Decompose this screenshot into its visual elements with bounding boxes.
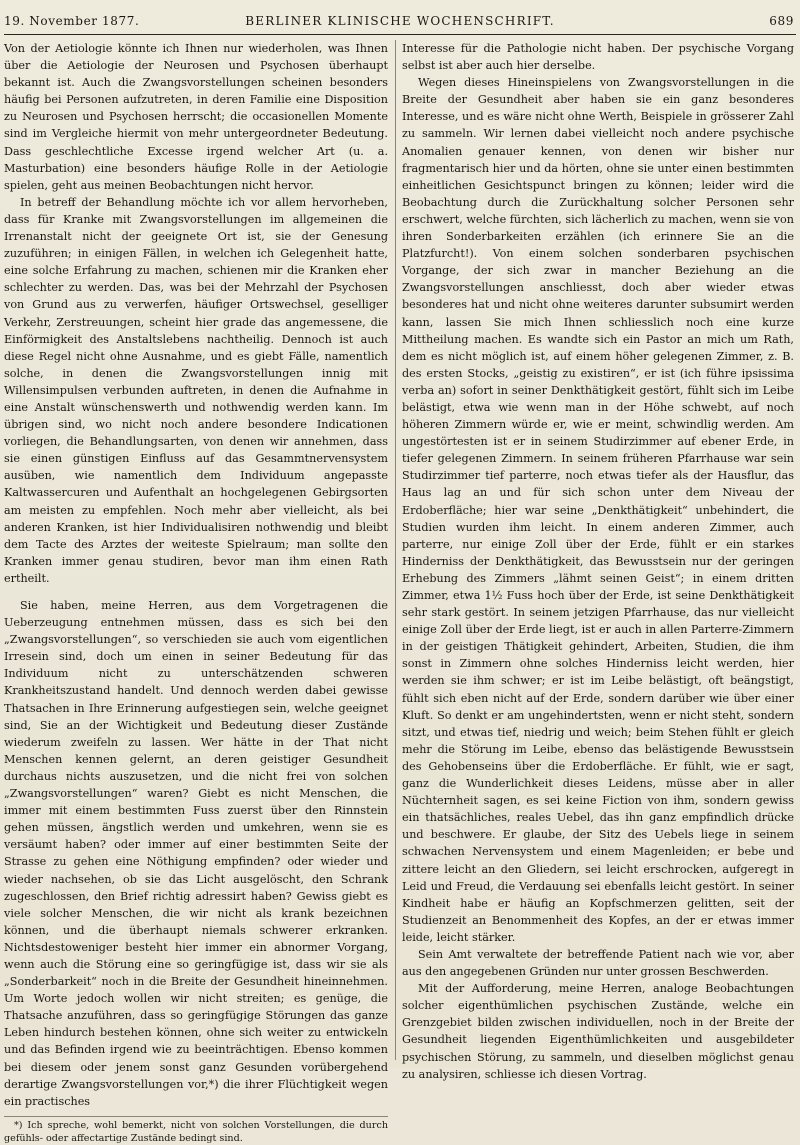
paragraph-conclusion: Sie haben, meine Herren, aus dem Vorgetragenen die Ueberzeugung entnehmen müssen, dass es sich bei den „Zwangsvorstellungen“, so verschieden sie auch vom eigentlichen Irresein sind, doch um einen in seiner Bedeutung für das Individuum nicht zu unterschätzenden schweren Krankheitszustand handelt. Und dennoch werden dabei gewisse Thatsachen in Ihre Erinnerung aufgestiegen sein, welche geeignet sind, Sie an der Wichtigkeit und Bedeutung dieser Zustände wiederum zweifeln zu lassen. Wer hätte in der That nicht Menschen kennen gelernt, an deren geistiger Gesundheit durchaus nichts auszusetzen, und die nicht frei von solchen „Zwangsvorstellungen“ waren? Giebt es nicht Menschen, die immer mit einem bestimmten Fuss zuerst über den Rinnstein gehen müssen, ängstlich werden und umkehren, wenn sie es versäumt haben? oder immer auf einer bestimmten Seite der Strasse zu gehen eine Nöthigung empfinden? oder wieder und wieder nachsehen, ob sie das Licht ausgelöscht, den Schrank zugeschlossen, den Brief richtig adressirt haben? Gewiss giebt es viele solcher Menschen, die wir nicht als krank bezeichnen können, und die überhaupt niemals schwerer erkranken. Nichtsdestoweniger besteht hier immer ein abnormer Vorgang, wenn auch die Störung eine so geringfügige ist, dass wir sie als „Sonderbarkeit“ noch in die Breite der Gesundheit hineinnehmen. Um Worte jedoch wollen wir nicht streiten; es genüge, die Thatsache anzuführen, dass so geringfügige Störungen das ganze Leben hindurch bestehen können, ohne sich weiter zu entwickeln und das Befinden irgend wie zu beeinträchtigen. Ebenso kommen bei diesem oder jenem sonst ganz Gesunden vorübergehend derartige Zwangsvorstellungen vor,*) die ihrer Flüchtigkeit wegen ein practisches — [4, 599, 388, 1108]
right-column — [402, 40, 794, 1081]
paragraph-patient-office: Sein Amt verwaltete der betreffende Patient nach wie vor, aber aus den angegebenen Gründen nur unter grossen Beschwerden. — [402, 947, 794, 979]
paragraph-continuation: Interesse für die Pathologie nicht haben. Der psychische Vorgang selbst ist aber auch hier derselbe. — [402, 42, 794, 73]
header-rule — [4, 34, 796, 35]
paragraph-closing: Mit der Aufforderung, meine Herren, analoge Beobachtungen solcher eigenthümlichen psychischen Zustände, welche ein Grenzgebiet bilden zwischen individuellen, noch in der Breite der Gesundheit liegenden Eigenthümlichkeiten und ausgebildeter psychischen Störung, zu sammeln, und dieselben möglichst genau zu analysiren, schliesse ich diesen Vortrag. — [402, 982, 794, 1081]
paragraph-aetiology: Von der Aetiologie könnte ich Ihnen nur wiederholen, was Ihnen über die Aetiologie der Neurosen und Psychosen überhaupt bekannt ist. Auch die Zwangsvorstellungen scheinen besonders häufig bei Personen aufzutreten, in deren Familie eine Disposition zu Neurosen und Psychosen herrscht; die occasionellen Momente sind im Vergleiche hiermit von mehr untergeordneter Bedeutung. Dass geschlechtliche Excesse irgend welcher Art (u. a. Masturbation) eine besonders häufige Rolle in der Aetiologie spielen, geht aus meinen Beobachtungen nicht hervor. — [4, 42, 388, 192]
paragraph-treatment: In betreff der Behandlung möchte ich vor allem hervorheben, dass für Kranke mit Zwangsvorstellungen im allgemeinen die Irrenanstalt nicht der geeignete Ort ist, sie der Genesung zuzuführen; in einigen Fällen, in welchen ich Gelegenheit hatte, eine solche Erfahrung zu machen, schienen mir die Kranken eher schlechter zu werden. Das, was bei der Mehrzahl der Psychosen von Grund aus zu verwerfen, häufiger Ortswechsel, geselliger Verkehr, Zerstreuungen, scheint hier grade das angemessene, die Einförmigkeit des Anstaltslebens nachtheilig. Dennoch ist auch diese Regel nicht ohne Ausnahme, und es giebt Fälle, namentlich solche, in denen die Zwangsvorstellungen innig mit Willensimpulsen verbunden auftreten, in denen die Aufnahme in eine Anstalt wünschenswerth und nothwendig werden kann. Im übrigen sind, wo nicht noch andere besondere Indicationen vorliegen, die Behandlungsarten, von denen wir annehmen, dass sie einen günstigen Einfluss auf das Gesammtnervensystem ausüben, wie namentlich dem Individuum angepasste Kaltwassercuren und Aufenthalt an hochgelegenen Gebirgsorten am meisten zu empfehlen. Noch mehr aber vielleicht, als bei anderen Kranken, ist hier Individualisiren nothwendig und bleibt dem Tacte des Arztes der weiteste Spielraum; man sollte den Kranken immer genau studiren, bevor man ihm einen Rath ertheilt. — [4, 195, 388, 585]
issue-date: 19. November 1877. — [4, 14, 140, 28]
paragraph-case-report: Wegen dieses Hineinspielens von Zwangsvorstellungen in die Breite der Gesundheit aber haben sie ein ganz besonderes Interesse, und es wäre nicht ohne Werth, Beispiele in grösserer Zahl zu sammeln. Wir lernen dabei vielleicht noch andere psychische Anomalien genauer kennen, von denen wir bisher nur fragmentarisch hier und da hörten, ohne sie unter einen bestimmten einheitlichen Gesichtspunct bringen zu können; leider wird die Beobachtung durch die Zurückhaltung solcher Personen sehr erschwert, welche fürchten, sich lächerlich zu machen, wenn sie von ihren Sonderbarkeiten erzählen (ich erinnere Sie an die Platzfurcht!). Von einem solchen sonderbaren psychischen Vorgange, der sich zwar in mancher Beziehung an die Zwangsvorstellungen anschliesst, doch aber wieder etwas besonderes hat und nicht ohne weiteres darunter subsumirt werden kann, lassen Sie mich Ihnen schliesslich noch eine kurze Mittheilung machen. Es wandte sich ein Pastor an mich um Rath, dem es nicht möglich ist, auf einem höher gelegenen Zimmer, z. B. des ersten Stocks, „geistig zu existiren“, er ist (ich führe ipsissima verba an) sofort in seiner Denkthätigkeit gestört, fühlt sich im Leibe belästigt, etwa wie wenn man in der Höhe schwebt, auf noch höheren Zimmern würde er, wie er meint, schwindlig werden. Am ungestörtesten ist er in seinem Studirzimmer auf ebener Erde, in tiefer gelegenen Zimmern. In seinem früheren Pfarrhause war sein Studirzimmer tief parterre, noch etwas tiefer als der Hausflur, das Haus lag an und für sich schon unter dem Niveau der Erdoberfläche; hier war seine „Denkthätigkeit“ unbehindert, die Studien wurden ihm leicht. In einem anderen Zimmer, auch parterre, nur einige Zoll über der Erde, fühlt er ein starkes Hinderniss der Denkthätigkeit, das Bewusstsein nur der geringen Erhebung des Zimmers „lähmt seinen Geist“; in einem dritten Zimmer, etwa 1½ Fuss hoch über der Erde, ist seine Denkthätigkeit sehr stark gestört. In seinem jetzigen Pfarrhause, das nur vielleicht einige Zoll über der Erde liegt, ist er auch in allen Parterre-Zimmern in der geistigen Thätigkeit gehindert, Arbeiten, Studien, die ihm sonst in Zimmern ohne solches Hinderniss leicht werden, hier werden sie ihm schwer; er ist im Leibe belästigt, oft beängstigt, fühlt sich eben nicht auf der Erde, sondern darüber wie über einer Kluft. So denkt er am ungehindertsten, wenn er nicht steht, sondern sitzt, und etwas tief, niedrig und weich; beim Stehen fühlt er gleich mehr die Störung im Leibe, ebenso das belästigende Bewusstsein des Gehobenseins über die Erdoberfläche. Er fühlt, wie er sagt, ganz die Wunderlichkeit dieses Leidens, müsse aber in aller Nüchternheit sagen, es sei keine Fiction von ihm, sondern gewiss ein thatsächliches, reales Uebel, das ihn ganz empfindlich drücke und beschwere. Er glaube, der Sitz des Uebels liege in seinem schwachen Nervensystem und einem Magenleiden; er bebe und zittere leicht an den Gliedern, sei leicht erschrocken, aufgeregt in Leid und Freud, die Verdauung sei ebenfalls leicht gestört. In seiner Kindheit habe er häufig an Kopfschmerzen gelitten, seit der Studienzeit an Benommenheit des Kopfes, an der er etwas immer leide, leicht stärker. — [402, 76, 794, 944]
journal-title: BERLINER KLINISCHE WOCHENSCHRIFT. — [245, 14, 555, 28]
page-number: 689 — [769, 14, 794, 28]
column-divider — [395, 40, 396, 1060]
left-column — [4, 40, 388, 1144]
footnote: *) Ich spreche, wohl bemerkt, nicht von solchen Vorstellungen, die durch gefühls- oder affectartige Zustände bedingt sind. — [4, 1116, 388, 1145]
page-header — [0, 12, 800, 34]
